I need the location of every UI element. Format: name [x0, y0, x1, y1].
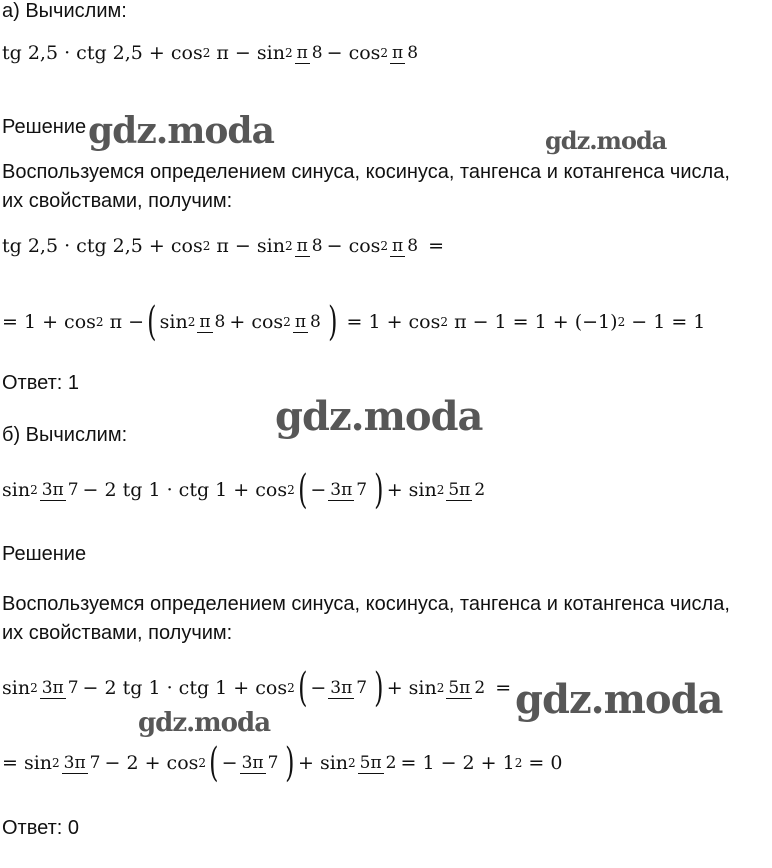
- watermark: gdz.moda: [545, 126, 667, 155]
- part-a-expression: [2, 42, 422, 64]
- exponent: 2: [284, 46, 293, 60]
- fraction-3pi-7: 3π 7: [241, 752, 279, 773]
- fraction-pi-8: π 8: [296, 235, 323, 256]
- fraction-pi-8: π 8: [296, 42, 323, 63]
- fraction-5pi-2: 5π 2: [359, 752, 397, 773]
- watermark: gdz.moda: [88, 110, 274, 152]
- part-b-answer: Ответ: 0: [2, 817, 79, 839]
- part-b-expression: sin 2 3π 7 − 2 tg 1 · ctg 1 + cos 2 ( − 3π 7 ) + sin 2 5π 2: [2, 467, 486, 513]
- part-a-answer: Ответ: 1: [2, 372, 79, 394]
- expr-text: − cos: [326, 42, 381, 64]
- fraction-pi-8: π 8: [392, 42, 419, 63]
- part-b-intro-line1: Воспользуемся определением синуса, косинуса, тангенса и котангенса числа,: [2, 593, 730, 615]
- part-a-intro-line2: их свойствами, получим:: [2, 190, 233, 212]
- fraction-3pi-7: 3π 7: [41, 479, 79, 500]
- exponent: 2: [202, 46, 211, 60]
- fraction-5pi-2: 5π 2: [448, 677, 486, 698]
- watermark: gdz.moda: [515, 676, 723, 723]
- fraction-3pi-7: 3π 7: [330, 479, 368, 500]
- part-b-intro-line2: их свойствами, получим:: [2, 622, 233, 644]
- expr-text: tg 2,5 · ctg 2,5 + cos: [2, 42, 203, 64]
- part-b-heading: б) Вычислим:: [2, 424, 128, 446]
- fraction-3pi-7: 3π 7: [41, 677, 79, 698]
- fraction-pi-8: π 8: [199, 311, 226, 332]
- fraction-pi-8: π 8: [392, 235, 419, 256]
- fraction-3pi-7: 3π 7: [63, 752, 101, 773]
- part-b-equation-line2: = sin 2 3π 7 − 2 + cos 2 ( − 3π 7 ) + sin 2 5π 2 = 1 − 2 + 1 2 = 0: [2, 740, 563, 786]
- watermark: gdz.moda: [138, 708, 271, 738]
- exponent: 2: [380, 46, 389, 60]
- part-a-heading: а) Вычислим:: [2, 0, 127, 22]
- fraction-pi-8: π 8: [294, 311, 321, 332]
- part-a-equation-line1: tg 2,5 · ctg 2,5 + cos 2 π − sin 2 π 8 − cos 2 π 8 =: [2, 235, 445, 257]
- part-a-solution-label: Решение: [2, 116, 87, 138]
- part-a-intro-line1: Воспользуемся определением синуса, косинуса, тангенса и котангенса числа,: [2, 161, 730, 183]
- watermark: gdz.moda: [275, 393, 483, 440]
- part-b-solution-label: Решение: [2, 543, 87, 565]
- fraction-5pi-2: 5π 2: [448, 479, 486, 500]
- part-a-equation-line2: = 1 + cos 2 π − ( sin 2 π 8 + cos 2 π 8 ) = 1 + cos 2 π − 1 = 1 + (−1) 2 − 1 = 1: [2, 299, 706, 345]
- fraction-3pi-7: 3π 7: [330, 677, 368, 698]
- expr-text: π − sin: [216, 42, 285, 64]
- part-b-equation-line1: sin 2 3π 7 − 2 tg 1 · ctg 1 + cos 2 ( − 3π 7 ) + sin 2 5π 2 =: [2, 665, 512, 711]
